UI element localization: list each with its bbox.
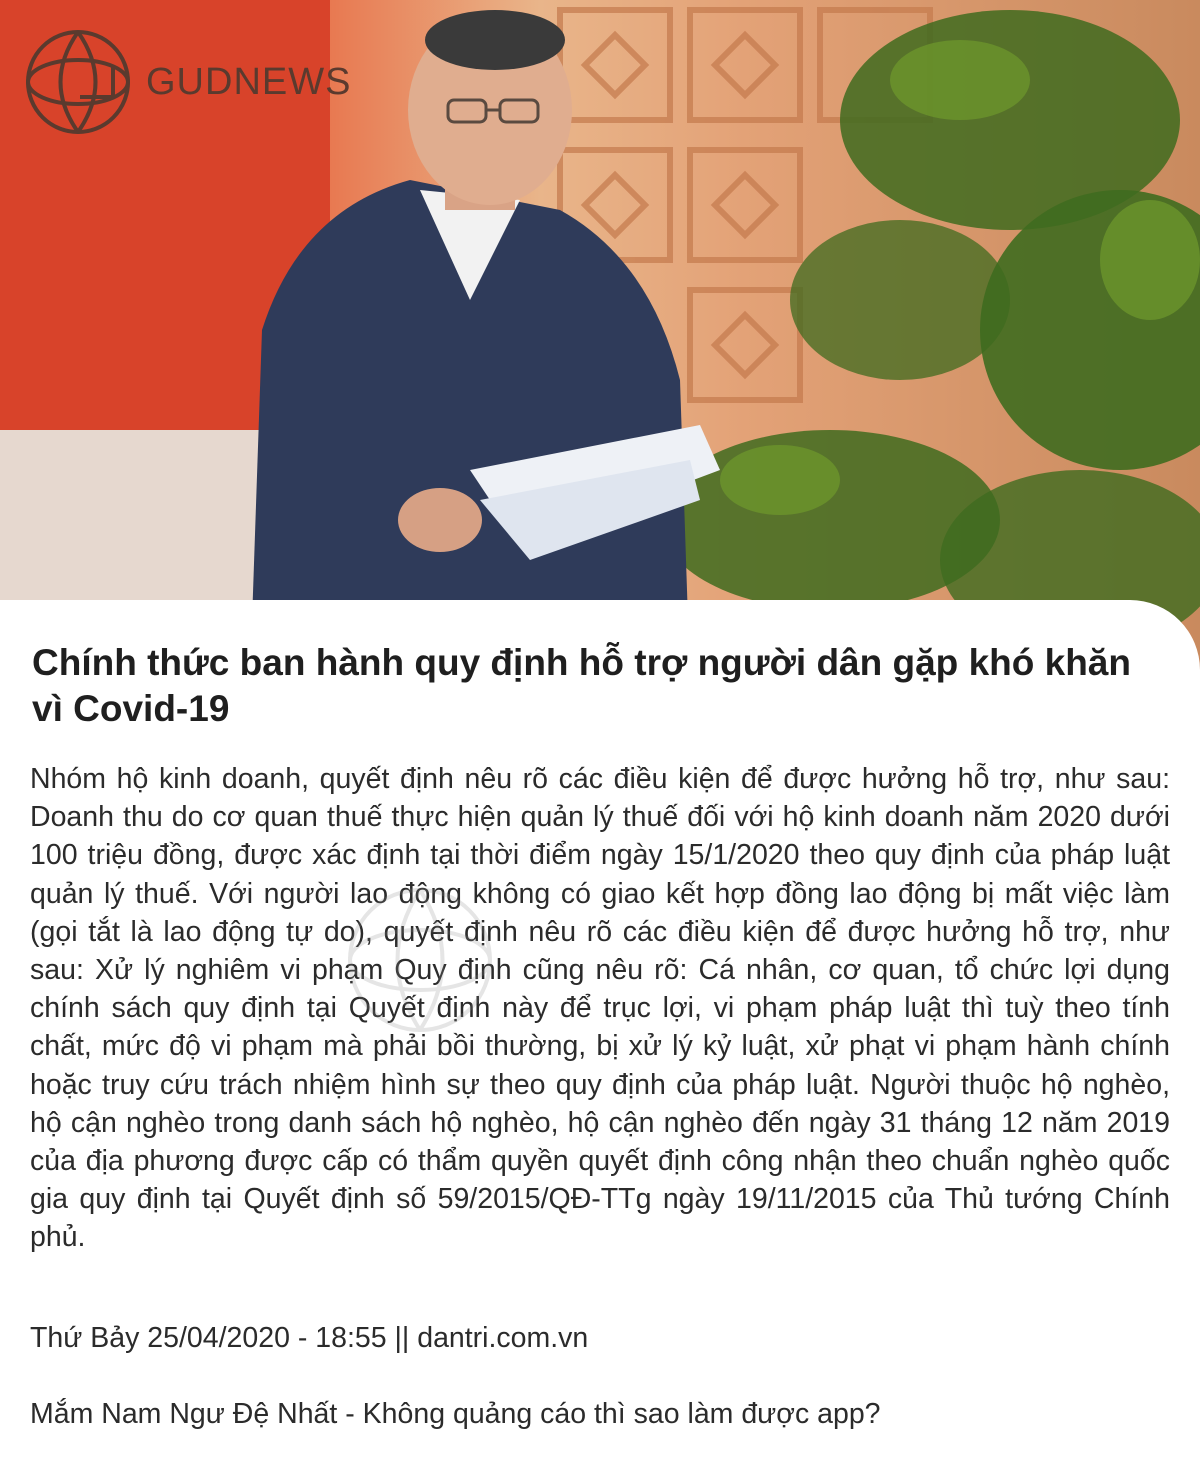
gudnews-logo-icon xyxy=(18,22,138,142)
article-meta: Thứ Bảy 25/04/2020 - 18:55 || dantri.com.vn xyxy=(30,1322,589,1354)
brand-name: GUDNEWS xyxy=(146,60,352,103)
article-title: Chính thức ban hành quy định hỗ trợ người dân gặp khó khăn vì Covid-19 xyxy=(32,642,1131,729)
promo-text: Mắm Nam Ngư Đệ Nhất - Không quảng cáo thì sao làm được app? xyxy=(30,1398,881,1430)
hero-image xyxy=(0,0,1200,680)
article-body: Nhóm hộ kinh doanh, quyết định nêu rõ các điều kiện để được hưởng hỗ trợ, như sau: Doanh thu do cơ quan thuế thực hiện quản lý thuế đối với hộ kinh doanh năm 2020 dưới 100 triệu đồng, được xác định tại thời điểm ngày 15/1/2020 theo quy định của pháp luật quản lý thuế. Với người lao động không có giao kết hợp đồng lao động bị mất việc làm (gọi tắt là lao động tự do), quyết định nêu rõ các điều kiện để được hưởng hỗ trợ, như sau: Xử lý nghiêm vi phạm Quy định cũng nêu rõ: Cá nhân, cơ quan, tổ chức lợi dụng chính sách quy định tại Quyết định này để trục lợi, vi phạm pháp luật thì tuỳ theo tính chất, mức độ vi phạm mà phải bồi thường, bị xử lý kỷ luật, xử phạt vi phạm hành chính hoặc truy cứu trách nhiệm hình sự theo quy định của pháp luật. Người thuộc hộ nghèo, hộ cận nghèo trong danh sách hộ nghèo, hộ cận nghèo đến ngày 31 tháng 12 năm 2019 của địa phương được cấp có thẩm quyền quyết định công nhận theo chuẩn nghèo quốc gia quy định tại Quyết định số 59/2015/QĐ-TTg ngày 19/11/2015 của Thủ tướng Chính phủ. xyxy=(30,763,1170,1254)
brand-logo xyxy=(18,22,351,142)
